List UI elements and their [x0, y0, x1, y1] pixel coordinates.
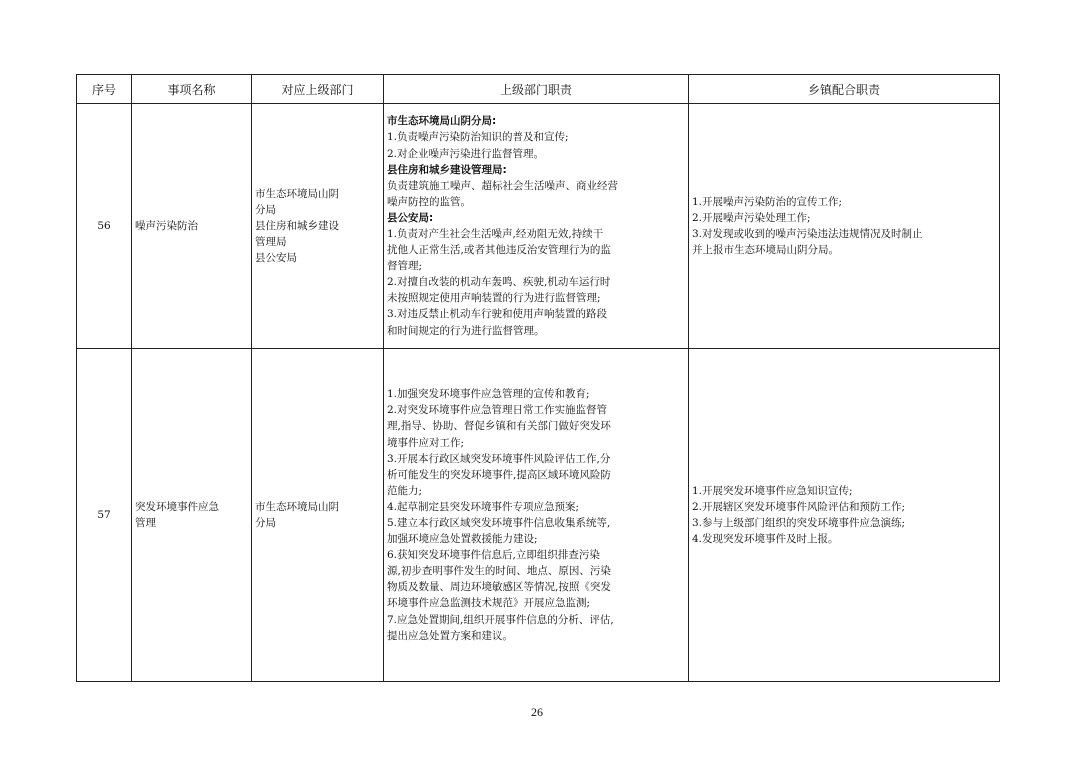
duty-line: 析可能发生的突发环境事件,提高区域环境风险防: [387, 468, 611, 481]
duty-line: 源,初步查明事件发生的时间、地点、原因、污染: [387, 565, 611, 578]
row-number: 57: [77, 349, 132, 682]
duty-line: 扰他人正常生活,或者其他违反治安管理行为的监: [387, 244, 611, 257]
dept-line: 县住房和城乡建设: [255, 219, 339, 232]
town-duties-cell: [689, 104, 1000, 349]
dept-line: 分局: [255, 203, 276, 216]
upper-duties-cell: [384, 104, 689, 349]
duty-line: 1.负责对产生社会生活噪声,经劝阻无效,持续干: [387, 228, 604, 240]
upper-duties-cell: [384, 349, 689, 682]
town-duty-line: 1.开展噪声污染防治的宣传工作;: [692, 195, 843, 208]
duty-heading: 县住房和城乡建设管理局:: [387, 163, 507, 176]
duty-line: 7.应急处置期间,组织开展事件信息的分析、评估,: [387, 613, 614, 626]
dept-line: 县公安局: [255, 252, 297, 265]
town-duty-line: 3.参与上级部门组织的突发环境事件应急演练;: [692, 517, 906, 529]
duty-line: 4.起草制定县突发环境事件专项应急预案;: [387, 500, 580, 513]
header-town-duties: 乡镇配合职责: [689, 75, 1000, 104]
duty-line: 噪声防控的监管。: [387, 195, 471, 208]
row-number: 56: [77, 104, 132, 349]
duty-line: 理,指导、协助、督促乡镇和有关部门做好突发环: [387, 420, 611, 433]
dept-line: 管理局: [255, 236, 287, 249]
town-duty-line: 3.对发现或收到的噪声污染违法违规情况及时制止: [692, 228, 923, 240]
duty-line: 2.对擅自改装的机动车轰鸣、疾驶,机动车运行时: [387, 276, 611, 289]
town-duty-line: 并上报市生态环境局山阴分局。: [692, 244, 839, 257]
header-upper-dept: 对应上级部门: [252, 75, 384, 104]
responsibility-table: [76, 74, 1000, 682]
dept-line: 市生态环境局山阴: [255, 187, 339, 200]
town-duty-line: 4.发现突发环境事件及时上报。: [692, 533, 839, 546]
dept-line: 分局: [255, 517, 276, 529]
item-name-cell: [132, 104, 252, 349]
table-row: [77, 104, 1000, 349]
duty-line: 3.开展本行政区域突发环境事件风险评估工作,分: [387, 452, 611, 465]
table-header-row: [77, 75, 1000, 104]
duty-line: 范能力;: [387, 484, 423, 497]
item-name-line: 突发环境事件应急: [135, 500, 219, 513]
item-name-line: 噪声污染防治: [135, 219, 198, 232]
page-number: 26: [531, 705, 543, 719]
duty-line: 督管理;: [387, 260, 423, 273]
duty-line: 3.对违反禁止机动车行驶和使用声响装置的路段: [387, 308, 608, 321]
dept-line: 市生态环境局山阴: [255, 500, 339, 513]
duty-line: 6.获知突发环境事件信息后,立即组织排查污染: [387, 549, 600, 562]
upper-dept-cell: [252, 349, 384, 682]
duty-heading: 县公安局:: [387, 211, 434, 224]
item-name-cell: [132, 349, 252, 682]
town-duty-line: 1.开展突发环境事件应急知识宣传;: [692, 484, 853, 497]
town-duty-line: 2.开展噪声污染处理工作;: [692, 211, 811, 224]
duty-line: 2.对突发环境事件应急管理日常工作实施监督管: [387, 404, 608, 417]
duty-heading: 市生态环境局山阴分局:: [387, 115, 497, 128]
header-number: 序号: [77, 75, 132, 104]
duty-line: 境事件应对工作;: [387, 436, 465, 449]
item-name-line: 管理: [135, 517, 156, 529]
table-row: [77, 349, 1000, 682]
duty-line: 和时间规定的行为进行监督管理。: [387, 324, 545, 337]
duty-line: 加强环境应急处置救援能力建设;: [387, 533, 538, 546]
duty-line: 1.加强突发环境事件应急管理的宣传和教育;: [387, 388, 590, 401]
duty-line: 1.负责噪声污染防治知识的普及和宣传;: [387, 131, 569, 144]
duty-line: 提出应急处置方案和建议。: [387, 629, 513, 642]
duty-line: 环境事件应急监测技术规范》开展应急监测;: [387, 597, 591, 610]
duty-line: 物质及数量、周边环境敏感区等情况,按照《突发: [387, 581, 611, 594]
header-upper-duties: 上级部门职责: [384, 75, 689, 104]
header-item-name: 事项名称: [132, 75, 252, 104]
duty-line: 负责建筑施工噪声、超标社会生活噪声、商业经营: [387, 179, 618, 192]
town-duties-cell: [689, 349, 1000, 682]
duty-line: 5.建立本行政区域突发环境事件信息收集系统等,: [387, 517, 611, 529]
upper-dept-cell: [252, 104, 384, 349]
town-duty-line: 2.开展辖区突发环境事件风险评估和预防工作;: [692, 500, 906, 513]
duty-line: 2.对企业噪声污染进行监督管理。: [387, 147, 545, 160]
duty-line: 未按照规定使用声响装置的行为进行监督管理;: [387, 292, 601, 305]
